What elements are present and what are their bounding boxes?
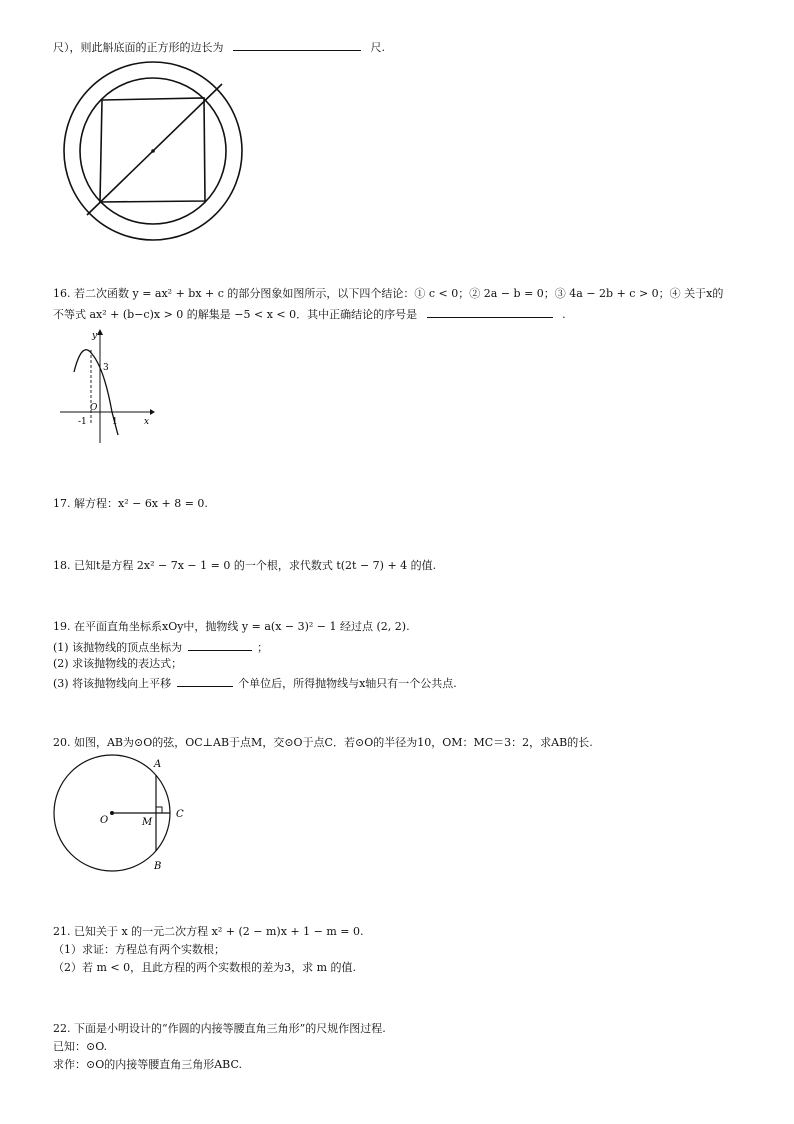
q22-line3: 求作：⊙O的内接等腰直角三角形ABC. [53, 1058, 242, 1071]
q18-line: 18. 已知t是方程 2x² − 7x − 1 = 0 的一个根，求代数式 t(2t − 7) + 4 的值. [53, 559, 437, 572]
q19-line4-post: 个单位后，所得抛物线与x轴只有一个公共点. [238, 677, 457, 690]
q16-line2-post: . [562, 308, 566, 321]
q15-figure [58, 62, 248, 252]
q15-center-dot [151, 149, 155, 153]
q16-graph [58, 328, 168, 443]
q20-figure [50, 755, 200, 875]
q20-label-b: B [154, 861, 162, 872]
q15-tail-pre: 尺），则此斛底面的正方形的边长为 [53, 41, 224, 54]
q16-line2-pre: 不等式 ax² + (b−c)x > 0 的解集是 −5 < x < 0．其中正确结论的序号是 [53, 308, 418, 321]
q16-label-1: 1 [112, 417, 118, 427]
q19-shift-blank[interactable] [177, 674, 233, 687]
q15-tail-line [53, 38, 385, 56]
q16-y-arrow [97, 329, 103, 335]
q16-origin-label: O [90, 403, 98, 413]
q16-label-neg1: -1 [78, 417, 87, 427]
q21-line2: （1）求证：方程总有两个实数根； [53, 943, 225, 956]
q20-label-a: A [154, 759, 162, 770]
q19-line2 [53, 638, 268, 656]
q19-vertex-blank[interactable] [188, 638, 252, 651]
q16-line2 [53, 305, 566, 323]
q19-line4 [53, 674, 457, 692]
q16-line1: 16. 若二次函数 y = ax² + bx + c 的部分图象如图所示，以下四个结论：① c < 0；② 2a − b = 0；③ 4a − 2b + c > 0；④ 关于x的 [53, 287, 724, 300]
q20-label-c: C [176, 809, 184, 820]
q17-line: 17. 解方程：x² − 6x + 8 = 0. [53, 497, 208, 510]
q20-label-o: O [100, 815, 109, 826]
q16-y-label: y [92, 331, 98, 341]
q21-line1: 21. 已知关于 x 的一元二次方程 x² + (2 − m)x + 1 − m = 0. [53, 925, 364, 938]
q20-right-angle [156, 807, 162, 813]
q16-answer-blank[interactable] [427, 305, 553, 318]
q20-center-dot [110, 811, 114, 815]
q22-line1: 22. 下面是小明设计的“作圆的内接等腰直角三角形”的尺规作图过程. [53, 1022, 386, 1035]
q19-line4-pre: (3) 将该抛物线向上平移 [53, 677, 172, 690]
q19-line1: 19. 在平面直角坐标系xOy中，抛物线 y = a(x − 3)² − 1 经过点 (2, 2). [53, 620, 410, 633]
q15-answer-blank[interactable] [233, 38, 361, 51]
q16-label-3: 3 [103, 363, 109, 373]
q20-line1: 20. 如图，AB为⊙O的弦，OC⊥AB于点M，交⊙O于点C．若⊙O的半径为10，OM：MC＝3：2，求AB的长. [53, 736, 593, 749]
q19-line3: (2) 求该抛物线的表达式； [53, 657, 183, 670]
q22-line2: 已知：⊙O. [53, 1040, 108, 1053]
q16-x-arrow [150, 409, 155, 415]
q16-x-label: x [144, 417, 150, 427]
q19-line2-post: ； [257, 641, 269, 654]
q15-diagonal [87, 84, 222, 215]
q19-line2-pre: (1) 该抛物线的顶点坐标为 [53, 641, 183, 654]
q15-tail-post: 尺. [370, 41, 385, 54]
q20-label-m: M [142, 817, 153, 828]
q21-line3: （2）若 m < 0，且此方程的两个实数根的差为3，求 m 的值. [53, 961, 357, 974]
